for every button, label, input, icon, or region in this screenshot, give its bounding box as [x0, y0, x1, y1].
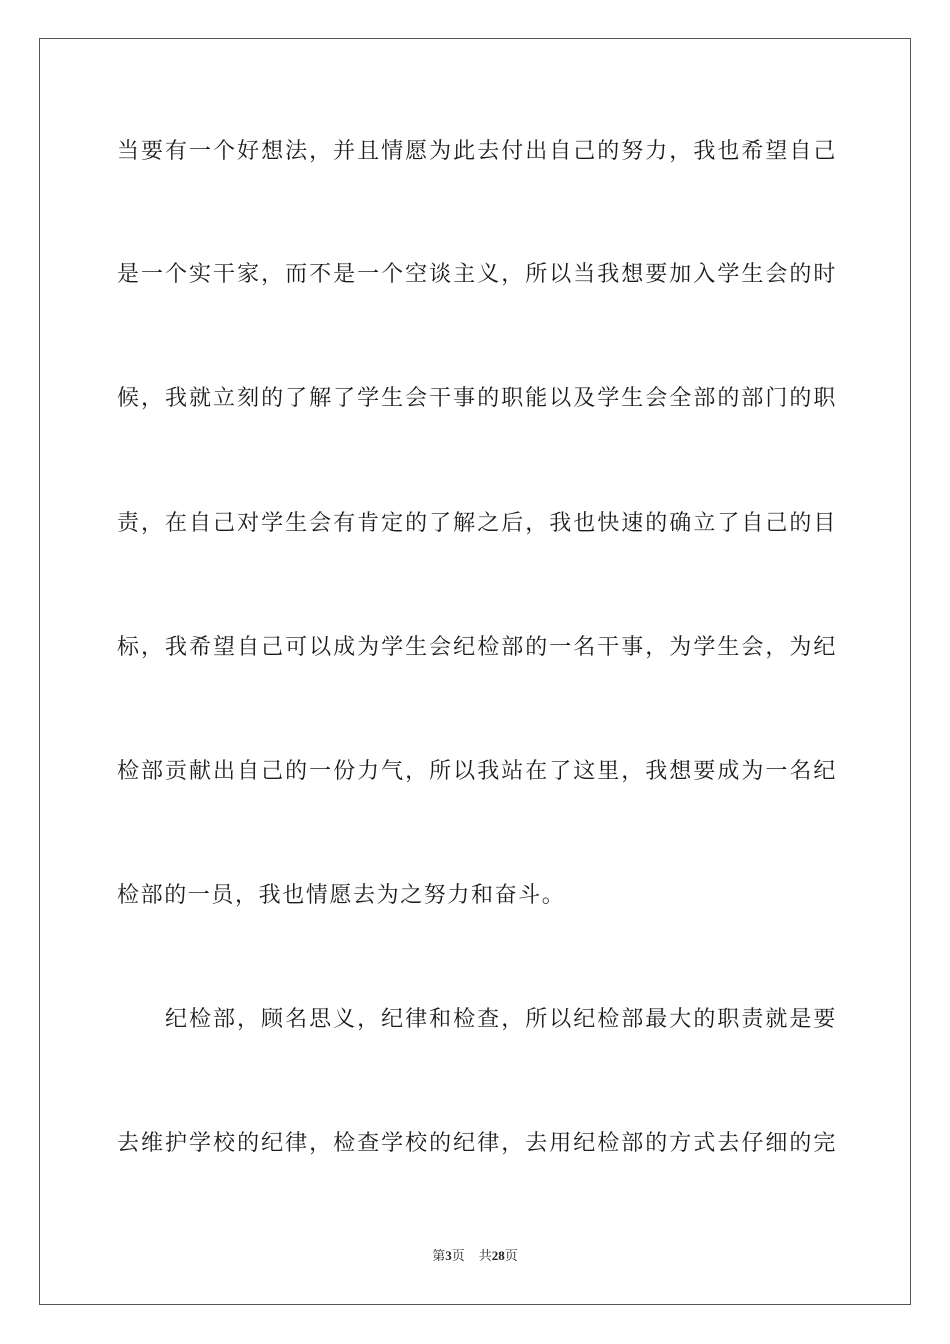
- text-line: 责，在自己对学生会有肯定的了解之后，我也快速的确立了自己的目: [117, 511, 837, 536]
- text-line: 检部的一员，我也情愿去为之努力和奋斗。: [117, 883, 566, 908]
- page-current: 3: [445, 1248, 452, 1263]
- page-frame: [39, 38, 911, 1305]
- text-line: 标，我希望自己可以成为学生会纪检部的一名干事，为学生会，为纪: [117, 635, 837, 660]
- text-line: 当要有一个好想法，并且情愿为此去付出自己的努力，我也希望自己: [117, 139, 837, 164]
- paragraph-first-line: 纪检部，顾名思义，纪律和检查，所以纪检部最大的职责就是要: [165, 1007, 837, 1032]
- total-prefix: 共: [478, 1248, 492, 1263]
- total-suffix: 页: [504, 1248, 518, 1263]
- text-line: 是一个实干家，而不是一个空谈主义，所以当我想要加入学生会的时: [117, 262, 837, 287]
- page-prefix: 第: [432, 1248, 446, 1263]
- text-line: 候，我就立刻的了解了学生会干事的职能以及学生会全部的部门的职: [117, 386, 837, 411]
- text-line: 去维护学校的纪律，检查学校的纪律，去用纪检部的方式去仔细的完: [117, 1131, 837, 1156]
- page-total: 28: [491, 1248, 505, 1263]
- page-footer: [0, 1247, 950, 1265]
- page-suffix: 页: [451, 1248, 465, 1263]
- text-line: 检部贡献出自己的一份力气，所以我站在了这里，我想要成为一名纪: [117, 759, 837, 784]
